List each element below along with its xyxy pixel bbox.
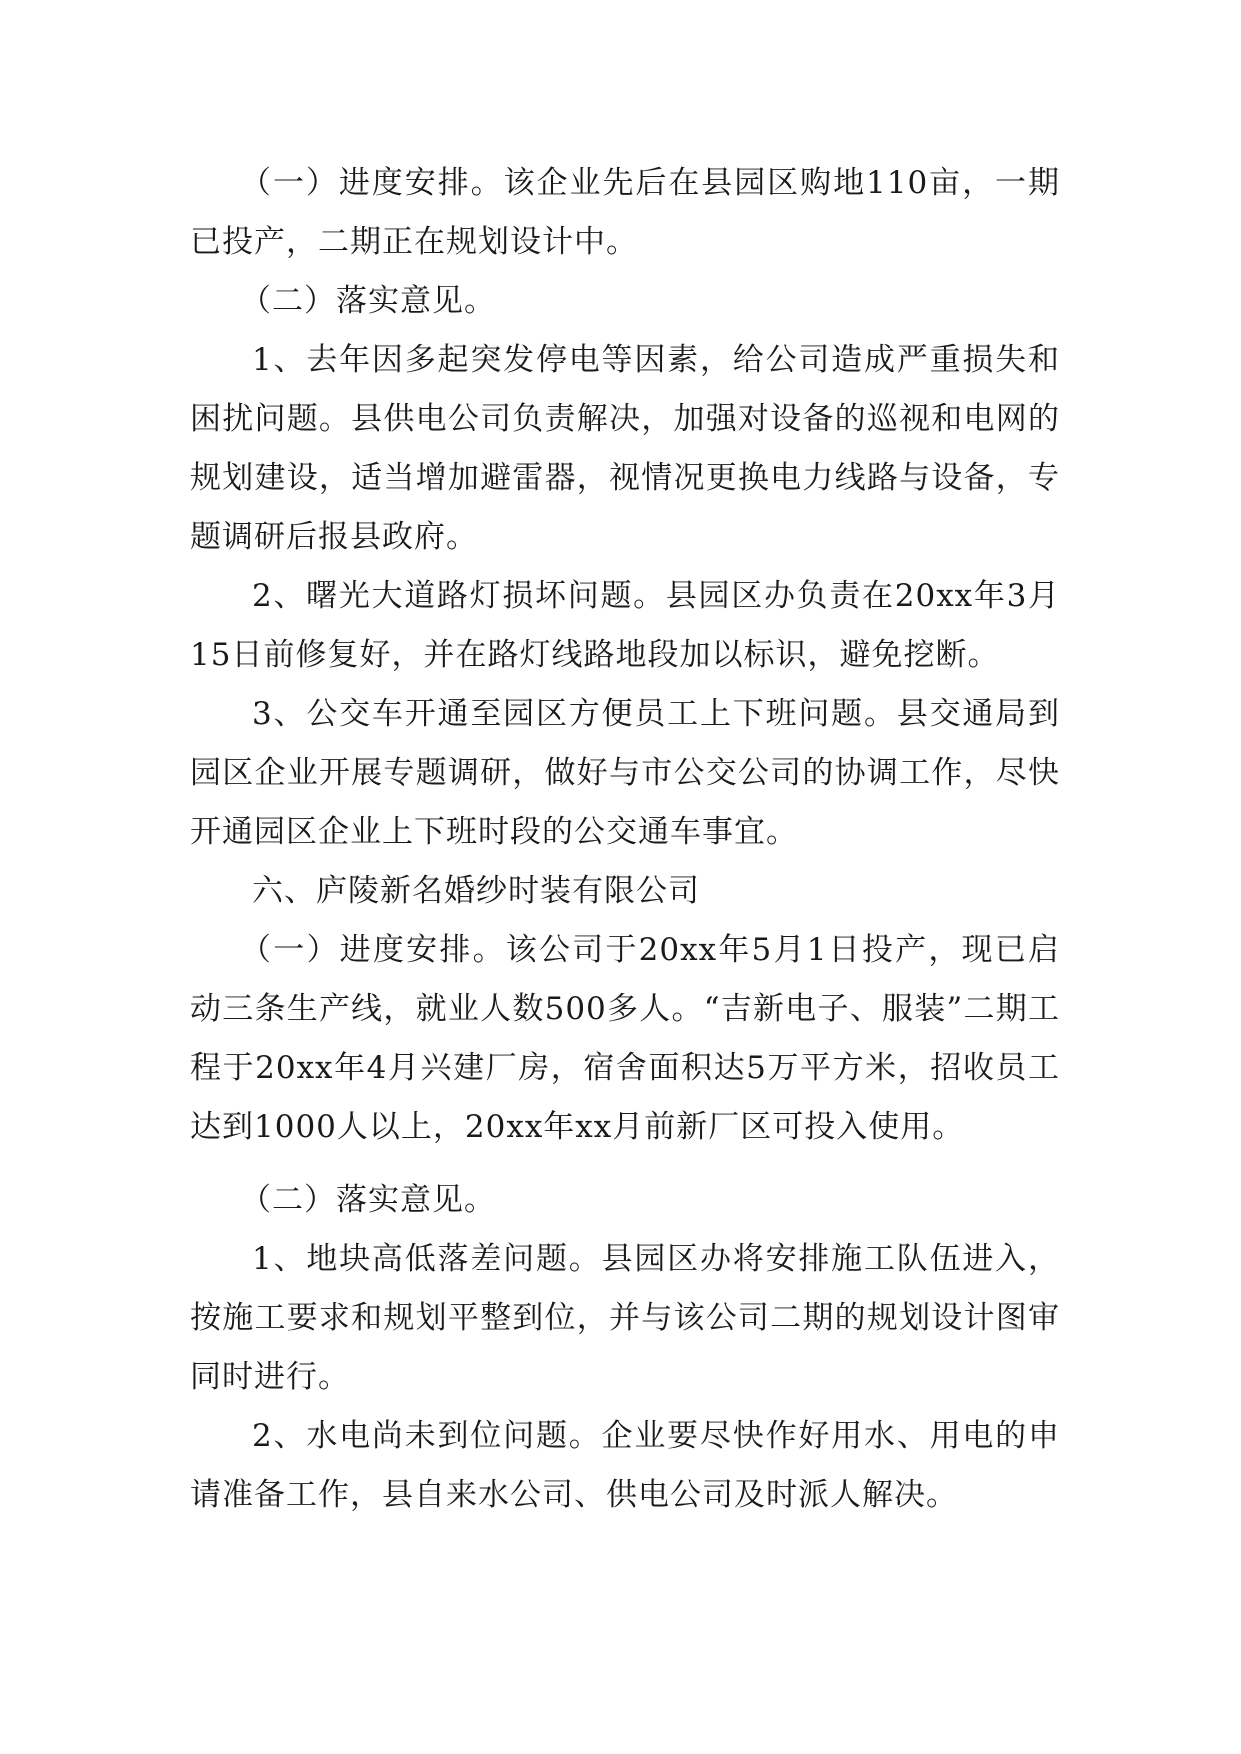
document-body (190, 154, 1060, 1525)
paragraph-water-power: 2、水电尚未到位问题。企业要尽快作好用水、用电的申请准备工作，县自来水公司、供电公司及时派人解决。 (190, 1418, 1060, 1513)
paragraph-progress-1: （一）进度安排。该企业先后在县园区购地110亩，一期已投产，二期正在规划设计中。 (190, 165, 1060, 260)
paragraph-land-level: 1、地块高低落差问题。县园区办将安排施工队伍进入，按施工要求和规划平整到位，并与该公司二期的规划设计图审同时进行。 (190, 1241, 1060, 1395)
paragraph-power-outage: 1、去年因多起突发停电等因素，给公司造成严重损失和困扰问题。县供电公司负责解决，加强对设备的巡视和电网的规划建设，适当增加避雷器，视情况更换电力线路与设备，专题调研后报县政府。 (190, 342, 1060, 555)
paragraph-bus-service: 3、公交车开通至园区方便员工上下班问题。县交通局到园区企业开展专题调研，做好与市公交公司的协调工作，尽快开通园区企业上下班时段的公交通车事宜。 (190, 696, 1060, 850)
paragraph-opinion-heading-1: （二）落实意见。 (240, 283, 496, 319)
section-heading-company: 六、庐陵新名婚纱时装有限公司 (252, 873, 700, 909)
paragraph-street-lights: 2、曙光大道路灯损坏问题。县园区办负责在20xx年3月15日前修复好，并在路灯线路地段加以标识，避免挖断。 (190, 578, 1060, 673)
paragraph-progress-2: （一）进度安排。该公司于20xx年5月1日投产，现已启动三条生产线，就业人数500多人。“吉新电子、服装”二期工程于20xx年4月兴建厂房，宿舍面积达5万平方米，招收员工达到1000人以上，20xx年xx月前新厂区可投入使用。 (190, 932, 1060, 1145)
paragraph-opinion-heading-2: （二）落实意见。 (240, 1182, 496, 1218)
